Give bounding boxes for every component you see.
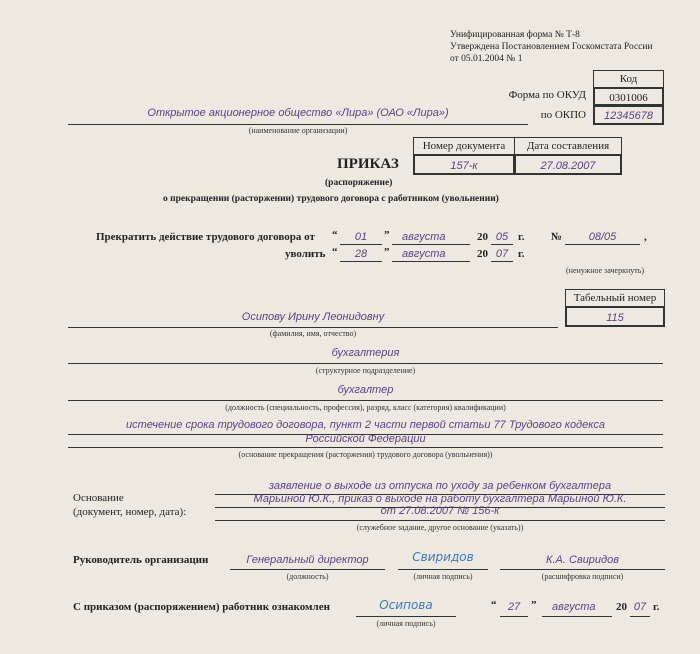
terminate-comma: , <box>644 231 647 243</box>
doc-date-value: 27.08.2007 <box>514 154 622 175</box>
head-decode-caption: (расшифровка подписи) <box>541 572 624 581</box>
employee-dept-caption: (структурное подразделение) <box>315 366 416 375</box>
head-position: Генеральный директор <box>246 554 369 566</box>
okpo-label: по ОКПО <box>540 109 586 121</box>
employee-name-caption: (фамилия, имя, отчество) <box>269 329 357 338</box>
head-decode: К.А. Свиридов <box>546 554 619 566</box>
grounds-line-1: истечение срока трудового договора, пункт 2 части первой статьи 77 Трудового кодекса <box>126 419 605 431</box>
ack-day: 27 <box>507 601 521 613</box>
doc-number-header: Номер документа <box>413 137 515 155</box>
okud-label: Форма по ОКУД <box>508 89 586 101</box>
terminate-year-suffix: г. <box>518 231 525 243</box>
ack-year-prefix: 20 <box>616 601 627 613</box>
tab-number-value: 115 <box>565 306 665 327</box>
employee-position: бухгалтер <box>337 384 394 396</box>
organization-name: Открытое акционерное общество «Лира» (ОАО «Лира») <box>147 107 449 119</box>
form-line-1: Унифицированная форма № Т-8 <box>450 30 580 40</box>
terminate-num: 08/05 <box>588 231 617 243</box>
dismiss-quote-close: ” <box>384 246 390 258</box>
tab-number-header: Табельный номер <box>565 289 665 307</box>
terminate-month: августа <box>402 231 446 243</box>
ack-month: августа <box>552 601 596 613</box>
ack-label: С приказом (распоряжением) работник ознакомлен <box>73 601 330 613</box>
employee-position-caption: (должность (специальность, профессия), разряд, класс (категория) квалификации) <box>225 403 506 412</box>
terminate-day: 01 <box>354 231 368 243</box>
head-signature-caption: (личная подпись) <box>413 572 473 581</box>
dismiss-day: 28 <box>354 248 368 260</box>
page-title: ПРИКАЗ <box>337 156 399 172</box>
basis-caption: (служебное задание, другое основание (указать)) <box>356 523 524 532</box>
employee-name: Осипову Ирину Леонидовну <box>241 311 385 323</box>
dismiss-year: 07 <box>495 248 509 260</box>
head-signature: Свиридов <box>412 550 474 564</box>
ack-quote-close: ” <box>531 599 537 611</box>
head-label: Руководитель организации <box>73 554 209 566</box>
ack-year-suffix: г. <box>653 601 660 613</box>
ack-quote-open: “ <box>491 599 497 611</box>
terminate-label: Прекратить действие трудового договора от <box>96 231 315 243</box>
doc-number-value: 157-к <box>413 154 515 175</box>
terminate-year-prefix: 20 <box>477 231 488 243</box>
terminate-quote-close: ” <box>384 229 390 241</box>
dismiss-year-suffix: г. <box>518 248 525 260</box>
dismiss-year-prefix: 20 <box>477 248 488 260</box>
basis-label-2: (документ, номер, дата): <box>73 506 187 518</box>
basis-line-2: Марьиной Ю.К., приказ о выходе на работу бухгалтера Марьиной Ю.К. <box>253 493 627 505</box>
kod-header: Код <box>593 70 664 88</box>
title-desc: о прекращении (расторжении) трудового договора с работником (увольнении) <box>163 194 499 204</box>
dismiss-quote-open: “ <box>332 246 338 258</box>
head-position-caption: (должность) <box>286 572 329 581</box>
ack-signature: Осипова <box>379 598 433 612</box>
dismiss-label: уволить <box>285 248 326 260</box>
terminate-quote-open: “ <box>332 229 338 241</box>
organization-caption: (наименование организации) <box>248 126 348 135</box>
basis-label-1: Основание <box>73 492 124 504</box>
terminate-year: 05 <box>495 231 509 243</box>
title-sub: (распоряжение) <box>325 178 393 188</box>
employee-dept: бухгалтерия <box>331 347 400 359</box>
grounds-caption: (основание прекращения (расторжения) трудового договора (увольнения)) <box>238 450 493 459</box>
form-line-2: Утверждена Постановлением Госкомстата России <box>450 42 653 52</box>
okud-value: 0301006 <box>593 87 664 106</box>
ack-signature-caption: (личная подпись) <box>376 619 436 628</box>
dismiss-month: августа <box>402 248 446 260</box>
grounds-line-2: Российской Федерации <box>305 433 426 445</box>
dismiss-note: (ненужное зачеркнуть) <box>566 266 645 275</box>
okpo-value: 12345678 <box>593 105 664 125</box>
ack-year: 07 <box>633 601 647 613</box>
basis-line-3: от 27.08.2007 № 156-к <box>380 505 500 517</box>
basis-line-1: заявление о выходе из отпуска по уходу за ребенком бухгалтера <box>268 480 612 492</box>
doc-date-header: Дата составления <box>514 137 622 155</box>
form-line-3: от 05.01.2004 № 1 <box>450 54 523 64</box>
terminate-num-label: № <box>551 231 563 243</box>
